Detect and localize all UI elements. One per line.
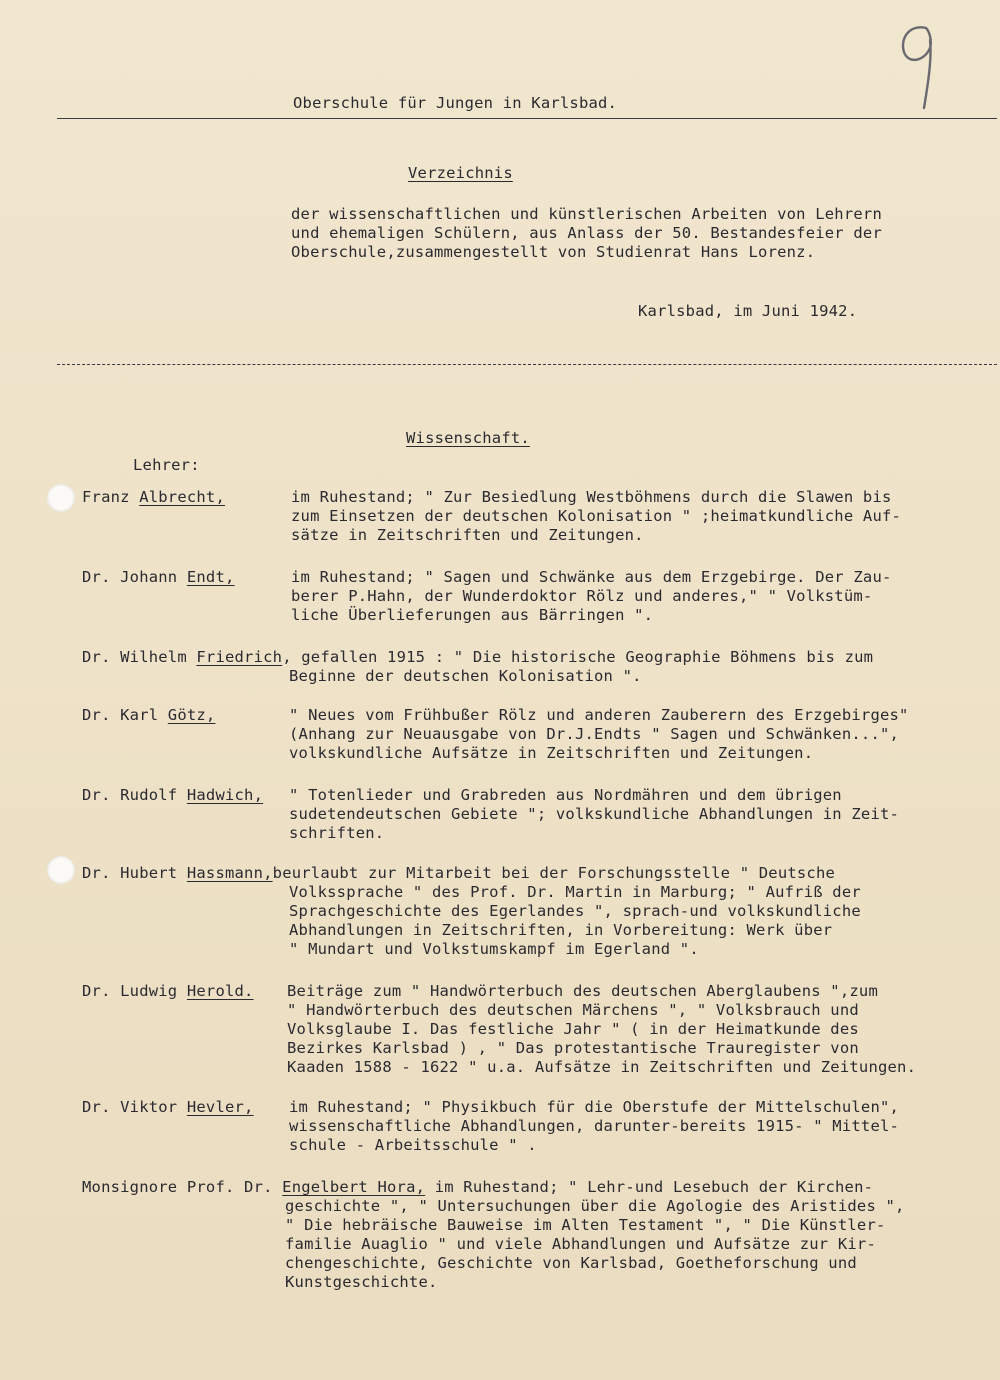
entry-line: " Mundart und Volkstumskampf im Egerland ". <box>289 940 699 958</box>
entry-text <box>291 488 901 545</box>
entry-name <box>82 864 835 883</box>
entry-line: geschichte ", " Untersuchungen über die Agologie des Aristides ", <box>285 1197 905 1215</box>
entry-name <box>82 648 873 667</box>
entry-name <box>82 786 263 805</box>
entry-text <box>287 982 916 1077</box>
entry-name <box>82 488 225 507</box>
entry-line: im Ruhestand; " Zur Besiedlung Westböhmens durch die Slawen bis <box>291 488 892 506</box>
entry-surname: Hevler, <box>186 1098 254 1116</box>
description-line: Oberschule,zusammengestellt von Studienrat Hans Lorenz. <box>291 243 816 261</box>
entry-surname: Götz, <box>167 706 216 724</box>
entry-text <box>289 706 909 763</box>
entry-text <box>289 883 861 959</box>
entry-first-line: im Ruhestand; " Lehr-und Lesebuch der Kirchen- <box>425 1178 874 1196</box>
section-heading: Wissenschaft. <box>406 429 530 447</box>
entry-text <box>289 786 899 843</box>
entry-line: " Totenlieder und Grabreden aus Nordmähren und dem übrigen <box>289 786 842 804</box>
entry-line: im Ruhestand; " Physikbuch für die Oberstufe der Mittelschulen", <box>289 1098 900 1116</box>
section-subheading: Lehrer: <box>133 456 200 474</box>
entry-surname: Engelbert Hora, <box>282 1178 426 1196</box>
description-line: und ehemaligen Schülern, aus Anlass der 50. Bestandesfeier der <box>291 224 882 242</box>
entry-text <box>291 568 892 625</box>
entry-surname: Hassmann, <box>186 864 273 882</box>
entry-line: chengeschichte, Geschichte von Karlsbad, Goetheforschung und <box>285 1254 857 1272</box>
entry-prefix: Dr. Rudolf <box>82 786 187 804</box>
entry-line: wissenschaftliche Abhandlungen, darunter-bereits 1915- " Mittel- <box>289 1117 900 1135</box>
punch-hole-bottom <box>47 856 75 884</box>
entry-line: schule - Arbeitsschule " . <box>289 1136 537 1154</box>
entry-line: zum Einsetzen der deutschen Kolonisation " ;heimatkundliche Auf- <box>291 507 902 525</box>
entry-line: berer P.Hahn, der Wunderdoktor Rölz und anderes," " Volkstüm- <box>291 587 873 605</box>
entry-prefix: Monsignore Prof. Dr. <box>82 1178 283 1196</box>
entry-surname: Friedrich <box>196 648 283 666</box>
entry-line: Beginne der deutschen Kolonisation ". <box>289 667 642 685</box>
entry-line: " Neues vom Frühbußer Rölz und anderen Zauberern des Erzgebirges" <box>289 706 909 724</box>
document-description <box>291 205 882 262</box>
entry-line: Volksglaube I. Das festliche Jahr " ( in der Heimatkunde des <box>287 1020 859 1038</box>
entry-prefix: Dr. Johann <box>82 568 187 586</box>
entry-line: Sprachgeschichte des Egerlandes ", sprach-und volkskundliche <box>289 902 861 920</box>
entry-prefix: Franz <box>82 488 140 506</box>
entry-text <box>289 667 642 686</box>
entry-line: im Ruhestand; " Sagen und Schwänke aus dem Erzgebirge. Der Zau- <box>291 568 892 586</box>
entry-prefix: Dr. Viktor <box>82 1098 187 1116</box>
entry-surname: Herold. <box>186 982 254 1000</box>
date-line: Karlsbad, im Juni 1942. <box>638 302 858 320</box>
entry-line: " Die hebräische Bauweise im Alten Testament ", " Die Künstler- <box>285 1216 886 1234</box>
entry-first-line: beurlaubt zur Mitarbeit bei der Forschungsstelle " Deutsche <box>272 864 836 882</box>
entry-line: liche Überlieferungen aus Bärringen ". <box>291 606 654 624</box>
entry-text <box>285 1197 905 1292</box>
entry-line: Beiträge zum " Handwörterbuch des deutschen Aberglaubens ",zum <box>287 982 878 1000</box>
entry-line: (Anhang zur Neuausgabe von Dr.J.Endts " Sagen und Schwänken...", <box>289 725 900 743</box>
entry-first-line: , gefallen 1915 : " Die historische Geographie Böhmens bis zum <box>282 648 874 666</box>
entry-prefix: Dr. Hubert <box>82 864 187 882</box>
entry-name <box>82 1098 254 1117</box>
entry-line: sudetendeutschen Gebiete "; volkskundliche Abhandlungen in Zeit- <box>289 805 900 823</box>
entry-surname: Albrecht, <box>139 488 225 506</box>
entry-prefix: Dr. Wilhelm <box>82 648 197 666</box>
entry-line: volkskundliche Aufsätze in Zeitschriften und Zeitungen. <box>289 744 814 762</box>
punch-hole-top <box>47 484 75 512</box>
entry-text <box>289 1098 899 1155</box>
entry-surname: Endt, <box>186 568 235 586</box>
school-name: Oberschule für Jungen in Karlsbad. <box>293 94 618 112</box>
entry-line: schriften. <box>289 824 385 842</box>
entry-line: Abhandlungen in Zeitschriften, in Vorbereitung: Werk über <box>289 921 833 939</box>
entry-surname: Hadwich, <box>186 786 264 804</box>
entry-name <box>82 1178 873 1197</box>
entry-line: Volkssprache " des Prof. Dr. Martin in Marburg; " Aufriß der <box>289 883 861 901</box>
description-line: der wissenschaftlichen und künstlerischen Arbeiten von Lehrern <box>291 205 882 223</box>
entry-line: familie Auaglio " und viele Abhandlungen und Aufsätze zur Kir- <box>285 1235 876 1253</box>
entry-line: sätze in Zeitschriften und Zeitungen. <box>291 526 644 544</box>
entry-line: Bezirkes Karlsbad ) , " Das protestantische Trauregister von <box>287 1039 859 1057</box>
entry-line: Kaaden 1588 - 1622 " u.a. Aufsätze in Zeitschriften und Zeitungen. <box>287 1058 917 1076</box>
entry-name <box>82 982 254 1001</box>
entry-prefix: Dr. Karl <box>82 706 168 724</box>
handwritten-page-number <box>888 18 948 118</box>
title-rule <box>57 364 997 365</box>
header-rule <box>57 118 997 119</box>
entry-name <box>82 568 235 587</box>
document-heading: Verzeichnis <box>408 164 513 182</box>
entry-prefix: Dr. Ludwig <box>82 982 187 1000</box>
entry-line: " Handwörterbuch des deutschen Märchens ", " Volksbrauch und <box>287 1001 859 1019</box>
entry-line: Kunstgeschichte. <box>285 1273 438 1291</box>
entry-name <box>82 706 215 725</box>
